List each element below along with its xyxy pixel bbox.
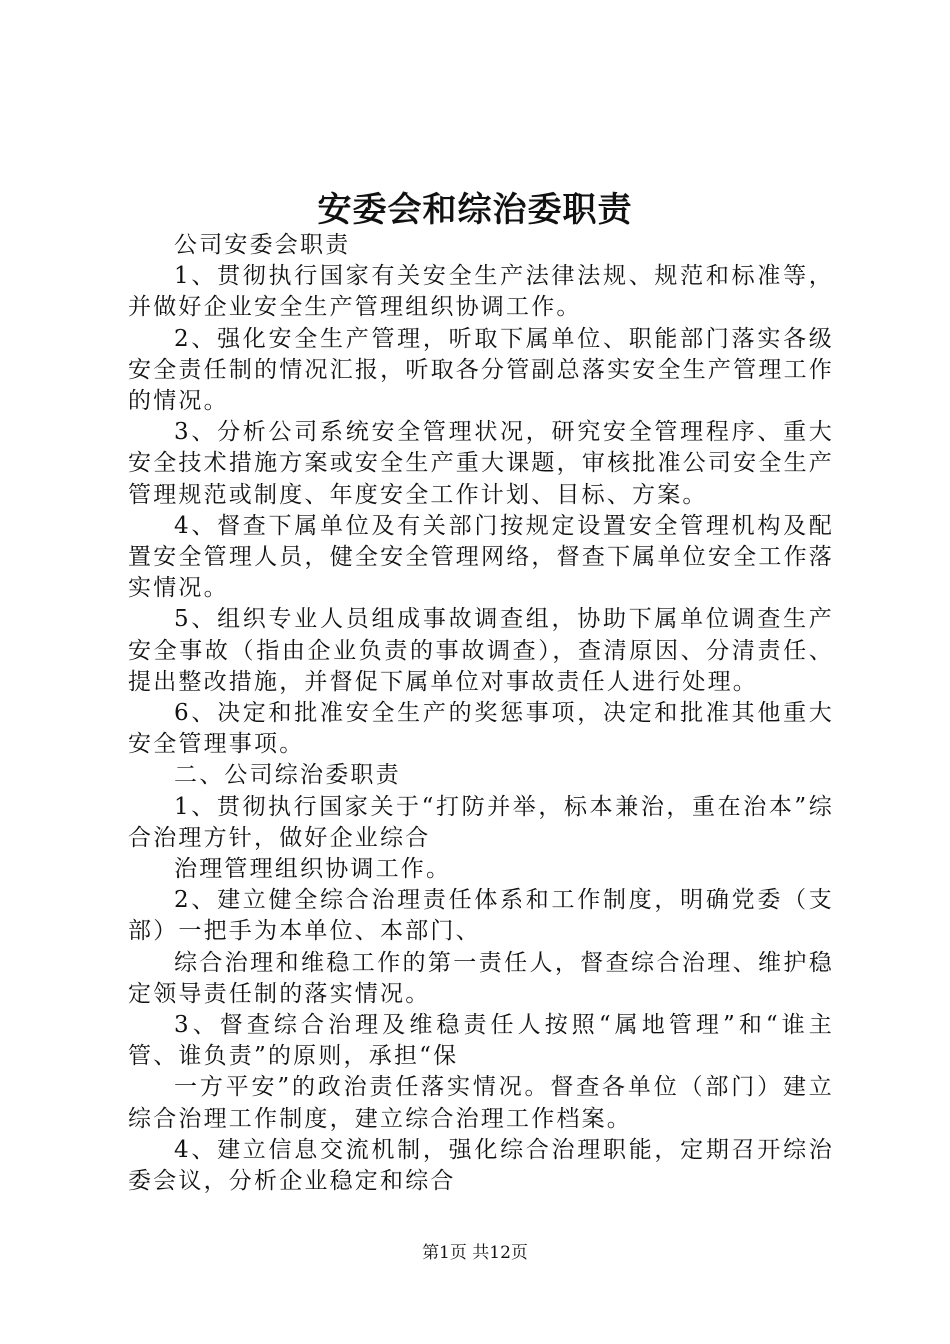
paragraph: 6、决定和批准安全生产的奖惩事项，决定和批准其他重大安全管理事项。 [128, 700, 834, 758]
paragraph: 综合治理和维稳工作的第一责任人，督查综合治理、维护稳定领导责任制的落实情况。 [128, 949, 834, 1007]
paragraph: 2、建立健全综合治理责任体系和工作制度，明确党委（支部）一把手为本单位、本部门、 [128, 887, 834, 945]
paragraph: 一方平安”的政治责任落实情况。督查各单位（部门）建立综合治理工作制度，建立综合治理工作档案。 [128, 1074, 834, 1132]
paragraph: 1、贯彻执行国家有关安全生产法律法规、规范和标准等，并做好企业安全生产管理组织协调工作。 [128, 263, 834, 321]
paragraph: 1、贯彻执行国家关于“打防并举，标本兼治，重在治本”综合治理方针，做好企业综合 [128, 793, 834, 851]
page-title: 安委会和综治委职责 [317, 190, 633, 230]
paragraph: 3、督查综合治理及维稳责任人按照“属地管理”和“谁主管、谁负责”的原则，承担“保 [128, 1012, 834, 1070]
paragraph: 2、强化安全生产管理，听取下属单位、职能部门落实各级安全责任制的情况汇报，听取各分管副总落实安全生产管理工作的情况。 [128, 325, 834, 415]
paragraph: 5、组织专业人员组成事故调查组，协助下属单位调查生产安全事故（指由企业负责的事故调查），查清原因、分清责任、提出整改措施，并督促下属单位对事故责任人进行处理。 [128, 606, 834, 695]
paragraph: 4、建立信息交流机制，强化综合治理职能，定期召开综治委会议，分析企业稳定和综合 [128, 1136, 834, 1195]
paragraph: 治理管理组织协调工作。 [174, 856, 452, 883]
paragraph: 4、督查下属单位及有关部门按规定设置安全管理机构及配置安全管理人员，健全安全管理网络，督查下属单位安全工作落实情况。 [128, 512, 834, 602]
document-body [128, 230, 834, 1197]
paragraph: 3、分析公司系统安全管理状况，研究安全管理程序、重大安全技术措施方案或安全生产重大课题，审核批准公司安全生产管理规范或制度、年度安全工作计划、目标、方案。 [128, 419, 834, 508]
page-footer: 第1页 共12页 [422, 1243, 528, 1263]
section-heading-safety-committee: 公司安委会职责 [174, 232, 351, 258]
section-heading-comprehensive-committee: 二、公司综治委职责 [174, 762, 401, 789]
